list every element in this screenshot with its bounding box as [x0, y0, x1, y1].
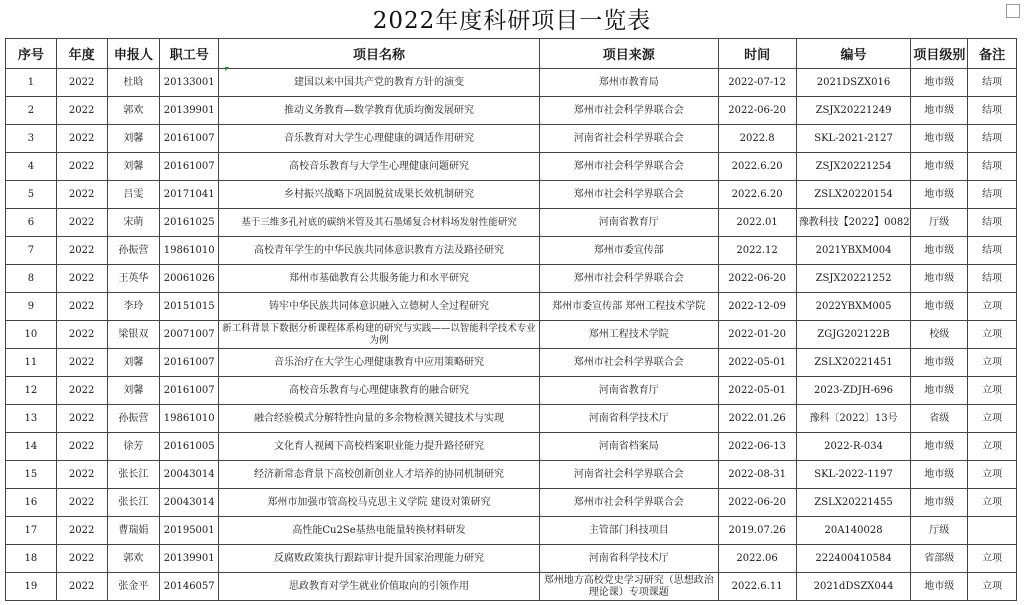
cell-remark[interactable]: 结项 [968, 265, 1017, 293]
cell-project-name[interactable]: 融合经验模式分解特性向量的多余物检测关键技术与实现 [219, 405, 540, 433]
col-header-staff-id[interactable]: 职工号 [160, 39, 219, 69]
cell-code[interactable]: ZSJX20221254 [796, 153, 911, 181]
cell-year[interactable]: 2022 [56, 125, 107, 153]
cell-code[interactable]: ZSLX20220154 [796, 181, 911, 209]
cell-applicant[interactable]: 刘馨 [107, 153, 160, 181]
cell-project-source[interactable]: 郑州市社会科学界联合会 [539, 349, 718, 377]
cell-remark[interactable]: 立项 [968, 349, 1017, 377]
table-row [6, 433, 1017, 461]
cell-project-source[interactable]: 河南省科学技术厅 [539, 405, 718, 433]
cell-year[interactable]: 2022 [56, 489, 107, 517]
cell-code[interactable]: 2022-R-034 [796, 433, 911, 461]
cell-applicant[interactable]: 曹瑞娟 [107, 517, 160, 545]
cell-index[interactable]: 8 [6, 265, 57, 293]
cell-date[interactable]: 2022-05-01 [718, 349, 796, 377]
cell-project-name[interactable]: 推动义务教育—数学教育优质均衡发展研究 [219, 97, 540, 125]
cell-applicant[interactable]: 徐芳 [107, 433, 160, 461]
cell-code[interactable]: ZSJX20221249 [796, 97, 911, 125]
cell-level[interactable]: 校级 [911, 321, 968, 349]
cell-project-name[interactable]: 建国以来中国共产党的教育方针的演变 [219, 69, 540, 97]
cell-year[interactable]: 2022 [56, 153, 107, 181]
cell-code[interactable]: ZSLX20221455 [796, 489, 911, 517]
cell-staff-id[interactable]: 19861010 [160, 237, 219, 265]
cell-level[interactable]: 省部级 [911, 545, 968, 573]
cell-date[interactable]: 2022-08-31 [718, 461, 796, 489]
cell-date[interactable]: 2022.12 [718, 237, 796, 265]
cell-date[interactable]: 2022-06-20 [718, 265, 796, 293]
cell-year[interactable]: 2022 [56, 461, 107, 489]
header-row [6, 39, 1017, 69]
cell-date[interactable]: 2022-01-20 [718, 321, 796, 349]
cell-level[interactable]: 地市级 [911, 69, 968, 97]
cell-year[interactable]: 2022 [56, 321, 107, 349]
cell-code[interactable]: SKL-2022-1197 [796, 461, 911, 489]
table-row [6, 573, 1017, 601]
cell-code[interactable]: ZSJX20221252 [796, 265, 911, 293]
cell-level[interactable]: 厅级 [911, 517, 968, 545]
cell-project-source[interactable]: 郑州市委宣传部 郑州工程技术学院 [539, 293, 718, 321]
cell-project-name[interactable]: 新工科背景下数据分析课程体系构建的研究与实践——以智能科学技术专业为例 [219, 321, 540, 349]
cell-applicant[interactable]: 杜晗 [107, 69, 160, 97]
cell-remark[interactable]: 结项 [968, 237, 1017, 265]
cell-code[interactable]: ZGJG202122B [796, 321, 911, 349]
cell-level[interactable]: 地市级 [911, 153, 968, 181]
cell-index[interactable]: 14 [6, 433, 57, 461]
cell-comment-indicator [225, 67, 229, 71]
cell-remark[interactable]: 立项 [968, 321, 1017, 349]
cell-project-source[interactable]: 郑州市社会科学界联合会 [539, 153, 718, 181]
cell-project-source[interactable]: 河南省档案局 [539, 433, 718, 461]
cell-remark[interactable]: 立项 [968, 405, 1017, 433]
cell-remark[interactable]: 结项 [968, 209, 1017, 237]
cell-year[interactable]: 2022 [56, 209, 107, 237]
cell-project-source[interactable]: 郑州工程技术学院 [539, 321, 718, 349]
cell-applicant[interactable]: 张长江 [107, 461, 160, 489]
table-row [6, 517, 1017, 545]
table-row [6, 181, 1017, 209]
cell-year[interactable]: 2022 [56, 349, 107, 377]
cell-staff-id[interactable]: 20195001 [160, 517, 219, 545]
cell-index[interactable]: 11 [6, 349, 57, 377]
table-row [6, 489, 1017, 517]
cell-year[interactable]: 2022 [56, 97, 107, 125]
col-header-project-name[interactable]: 项目名称 [219, 39, 540, 69]
cell-project-name[interactable]: 铸牢中华民族共同体意识融入立德树人全过程研究 [219, 293, 540, 321]
cell-level[interactable]: 地市级 [911, 377, 968, 405]
cell-index[interactable]: 9 [6, 293, 57, 321]
col-header-index[interactable]: 序号 [6, 39, 57, 69]
cell-project-source[interactable]: 河南省教育厅 [539, 377, 718, 405]
cell-staff-id[interactable]: 20071007 [160, 321, 219, 349]
cell-remark[interactable]: 结项 [968, 97, 1017, 125]
table-row [6, 97, 1017, 125]
cell-staff-id[interactable]: 20043014 [160, 461, 219, 489]
cell-remark[interactable]: 立项 [968, 461, 1017, 489]
cell-code[interactable]: 2021dDSZX044 [796, 573, 911, 601]
cell-applicant[interactable]: 郭欢 [107, 97, 160, 125]
cell-project-name[interactable]: 乡村振兴战略下巩固脱贫成果长效机制研究 [219, 181, 540, 209]
cell-year[interactable]: 2022 [56, 545, 107, 573]
cell-applicant[interactable]: 刘馨 [107, 349, 160, 377]
cell-project-name[interactable]: 高校青年学生的中华民族共同体意识教育方法及路径研究 [219, 237, 540, 265]
cell-level[interactable]: 地市级 [911, 97, 968, 125]
cell-applicant[interactable]: 梁银双 [107, 321, 160, 349]
cell-level[interactable]: 地市级 [911, 293, 968, 321]
cell-staff-id[interactable]: 20161025 [160, 209, 219, 237]
table-row [6, 377, 1017, 405]
cell-staff-id[interactable]: 20146057 [160, 573, 219, 601]
cell-date[interactable]: 2022.06 [718, 545, 796, 573]
cell-code[interactable]: SKL-2021-2127 [796, 125, 911, 153]
col-header-level[interactable]: 项目级别 [911, 39, 968, 69]
cell-level[interactable]: 地市级 [911, 237, 968, 265]
cell-date[interactable]: 2022.6.20 [718, 153, 796, 181]
cell-corner-marker [1006, 4, 1020, 18]
cell-year[interactable]: 2022 [56, 69, 107, 97]
table-row [6, 349, 1017, 377]
cell-project-source[interactable]: 郑州地方高校党史学习研究（思想政治理论课）专项课题 [539, 573, 718, 601]
table-row [6, 461, 1017, 489]
cell-index[interactable]: 10 [6, 321, 57, 349]
cell-applicant[interactable]: 孙振营 [107, 237, 160, 265]
cell-code[interactable]: 2023-ZDJH-696 [796, 377, 911, 405]
table-row [6, 293, 1017, 321]
table-body [6, 69, 1017, 601]
cell-date[interactable]: 2022-06-20 [718, 489, 796, 517]
cell-applicant[interactable]: 王英华 [107, 265, 160, 293]
cell-year[interactable]: 2022 [56, 405, 107, 433]
cell-applicant[interactable]: 孙振营 [107, 405, 160, 433]
cell-level[interactable]: 地市级 [911, 349, 968, 377]
cell-index[interactable]: 18 [6, 545, 57, 573]
table-row [6, 237, 1017, 265]
table-row [6, 405, 1017, 433]
cell-index[interactable]: 13 [6, 405, 57, 433]
cell-staff-id[interactable]: 20161007 [160, 153, 219, 181]
page-title: 2022年度科研项目一览表 [372, 8, 652, 34]
cell-applicant[interactable]: 宋萌 [107, 209, 160, 237]
cell-date[interactable]: 2022-05-01 [718, 377, 796, 405]
cell-index[interactable]: 6 [6, 209, 57, 237]
cell-project-source[interactable]: 河南省科学技术厅 [539, 545, 718, 573]
cell-level[interactable]: 地市级 [911, 433, 968, 461]
cell-index[interactable]: 2 [6, 97, 57, 125]
cell-staff-id[interactable]: 20161007 [160, 349, 219, 377]
cell-level[interactable]: 地市级 [911, 573, 968, 601]
cell-project-name[interactable]: 高校音乐教育与大学生心理健康问题研究 [219, 153, 540, 181]
cell-code[interactable]: 2021YBXM004 [796, 237, 911, 265]
cell-code[interactable]: 豫教科技【2022】0082 [796, 209, 911, 237]
col-header-date[interactable]: 时间 [718, 39, 796, 69]
col-header-remark[interactable]: 备注 [968, 39, 1017, 69]
cell-staff-id[interactable]: 20161007 [160, 377, 219, 405]
col-header-year[interactable]: 年度 [56, 39, 107, 69]
cell-project-source[interactable]: 主管部门科技项目 [539, 517, 718, 545]
cell-project-source[interactable]: 郑州市教育局 [539, 69, 718, 97]
cell-year[interactable]: 2022 [56, 377, 107, 405]
cell-applicant[interactable]: 张长江 [107, 489, 160, 517]
cell-remark[interactable]: 结项 [968, 181, 1017, 209]
cell-applicant[interactable]: 郭欢 [107, 545, 160, 573]
cell-staff-id[interactable]: 20151015 [160, 293, 219, 321]
cell-remark[interactable]: 立项 [968, 293, 1017, 321]
cell-staff-id[interactable]: 20043014 [160, 489, 219, 517]
cell-level[interactable]: 地市级 [911, 489, 968, 517]
cell-date[interactable]: 2022.01 [718, 209, 796, 237]
cell-year[interactable]: 2022 [56, 517, 107, 545]
cell-level[interactable]: 地市级 [911, 265, 968, 293]
cell-code[interactable]: 2022YBXM005 [796, 293, 911, 321]
cell-date[interactable]: 2022.6.20 [718, 181, 796, 209]
cell-remark[interactable]: 立项 [968, 377, 1017, 405]
cell-project-name[interactable]: 音乐治疗在大学生心理健康教育中应用策略研究 [219, 349, 540, 377]
cell-project-name[interactable]: 文化育人视阈下高校档案职业能力提升路径研究 [219, 433, 540, 461]
cell-project-name[interactable]: 反腐败政策执行跟踪审计提升国家治理能力研究 [219, 545, 540, 573]
cell-staff-id[interactable]: 20139901 [160, 545, 219, 573]
cell-code[interactable]: 豫科〔2022〕13号 [796, 405, 911, 433]
cell-project-name[interactable]: 基于三维多孔衬底的碳纳米管及其石墨烯复合材料场发射性能研究 [219, 209, 540, 237]
cell-project-name[interactable]: 音乐教育对大学生心理健康的调适作用研究 [219, 125, 540, 153]
table-row [6, 69, 1017, 97]
cell-index[interactable]: 1 [6, 69, 57, 97]
cell-level[interactable]: 地市级 [911, 461, 968, 489]
cell-index[interactable]: 5 [6, 181, 57, 209]
cell-index[interactable]: 15 [6, 461, 57, 489]
cell-remark[interactable]: 立项 [968, 573, 1017, 601]
table-row [6, 125, 1017, 153]
cell-date[interactable]: 2022-06-20 [718, 97, 796, 125]
cell-date[interactable]: 2022-07-12 [718, 69, 796, 97]
cell-code[interactable]: 20A140028 [796, 517, 911, 545]
cell-code[interactable]: 2021DSZX016 [796, 69, 911, 97]
cell-project-source[interactable]: 河南省社会科学界联合会 [539, 125, 718, 153]
col-header-applicant[interactable]: 申报人 [107, 39, 160, 69]
cell-index[interactable]: 3 [6, 125, 57, 153]
cell-project-source[interactable]: 郑州市社会科学界联合会 [539, 265, 718, 293]
cell-staff-id[interactable]: 20161005 [160, 433, 219, 461]
cell-level[interactable]: 省级 [911, 405, 968, 433]
cell-date[interactable]: 2022.8 [718, 125, 796, 153]
cell-index[interactable]: 7 [6, 237, 57, 265]
cell-year[interactable]: 2022 [56, 433, 107, 461]
cell-staff-id[interactable]: 19861010 [160, 405, 219, 433]
cell-project-source[interactable]: 郑州市社会科学界联合会 [539, 97, 718, 125]
cell-date[interactable]: 2022-06-13 [718, 433, 796, 461]
cell-project-name[interactable]: 高校音乐教育与心理健康教育的融合研究 [219, 377, 540, 405]
cell-date[interactable]: 2022-12-09 [718, 293, 796, 321]
cell-applicant[interactable]: 吕雯 [107, 181, 160, 209]
table-row [6, 321, 1017, 349]
cell-remark[interactable]: 立项 [968, 489, 1017, 517]
cell-year[interactable]: 2022 [56, 573, 107, 601]
col-header-project-source[interactable]: 项目来源 [539, 39, 718, 69]
cell-project-name[interactable]: 高性能Cu2Se基热电能量转换材料研发 [219, 517, 540, 545]
cell-index[interactable]: 16 [6, 489, 57, 517]
cell-project-source[interactable]: 郑州市社会科学界联合会 [539, 181, 718, 209]
col-header-code[interactable]: 编号 [796, 39, 911, 69]
cell-staff-id[interactable]: 20133001 [160, 69, 219, 97]
cell-index[interactable]: 12 [6, 377, 57, 405]
cell-project-source[interactable]: 河南省教育厅 [539, 209, 718, 237]
cell-project-name[interactable]: 郑州市基础教育公共服务能力和水平研究 [219, 265, 540, 293]
cell-date[interactable]: 2022.01.26 [718, 405, 796, 433]
cell-applicant[interactable]: 李玲 [107, 293, 160, 321]
cell-index[interactable]: 19 [6, 573, 57, 601]
cell-year[interactable]: 2022 [56, 293, 107, 321]
cell-remark[interactable]: 立项 [968, 545, 1017, 573]
cell-project-name[interactable]: 郑州市加强市管高校马克思主义学院 建设对策研究 [219, 489, 540, 517]
cell-project-name[interactable]: 思政教育对学生就业价值取向的引领作用 [219, 573, 540, 601]
cell-level[interactable]: 厅级 [911, 209, 968, 237]
cell-level[interactable]: 地市级 [911, 181, 968, 209]
cell-year[interactable]: 2022 [56, 265, 107, 293]
cell-year[interactable]: 2022 [56, 237, 107, 265]
table-row [6, 153, 1017, 181]
cell-remark[interactable]: 结项 [968, 153, 1017, 181]
cell-staff-id[interactable]: 20161007 [160, 125, 219, 153]
cell-date[interactable]: 2019.07.26 [718, 517, 796, 545]
cell-project-source[interactable]: 郑州市委宣传部 [539, 237, 718, 265]
cell-applicant[interactable]: 刘馨 [107, 377, 160, 405]
table-row [6, 265, 1017, 293]
cell-remark[interactable]: 结项 [968, 125, 1017, 153]
cell-applicant[interactable]: 刘馨 [107, 125, 160, 153]
cell-index[interactable]: 17 [6, 517, 57, 545]
project-table [5, 38, 1017, 601]
cell-project-name[interactable]: 经济新常态背景下高校创新创业人才培养的协同机制研究 [219, 461, 540, 489]
cell-remark[interactable]: 结项 [968, 69, 1017, 97]
cell-staff-id[interactable]: 20061026 [160, 265, 219, 293]
cell-year[interactable]: 2022 [56, 181, 107, 209]
cell-staff-id[interactable]: 20139901 [160, 97, 219, 125]
cell-level[interactable]: 地市级 [911, 125, 968, 153]
cell-index[interactable]: 4 [6, 153, 57, 181]
cell-remark[interactable] [968, 517, 1017, 545]
cell-applicant[interactable]: 张金平 [107, 573, 160, 601]
cell-remark[interactable]: 立项 [968, 433, 1017, 461]
cell-staff-id[interactable]: 20171041 [160, 181, 219, 209]
cell-project-source[interactable]: 郑州市社会科学界联合会 [539, 489, 718, 517]
cell-code[interactable]: ZSLX20221451 [796, 349, 911, 377]
cell-project-source[interactable]: 河南省社会科学界联合会 [539, 461, 718, 489]
cell-code[interactable]: 222400410584 [796, 545, 911, 573]
table-row [6, 545, 1017, 573]
table-row [6, 209, 1017, 237]
cell-date[interactable]: 2022.6.11 [718, 573, 796, 601]
